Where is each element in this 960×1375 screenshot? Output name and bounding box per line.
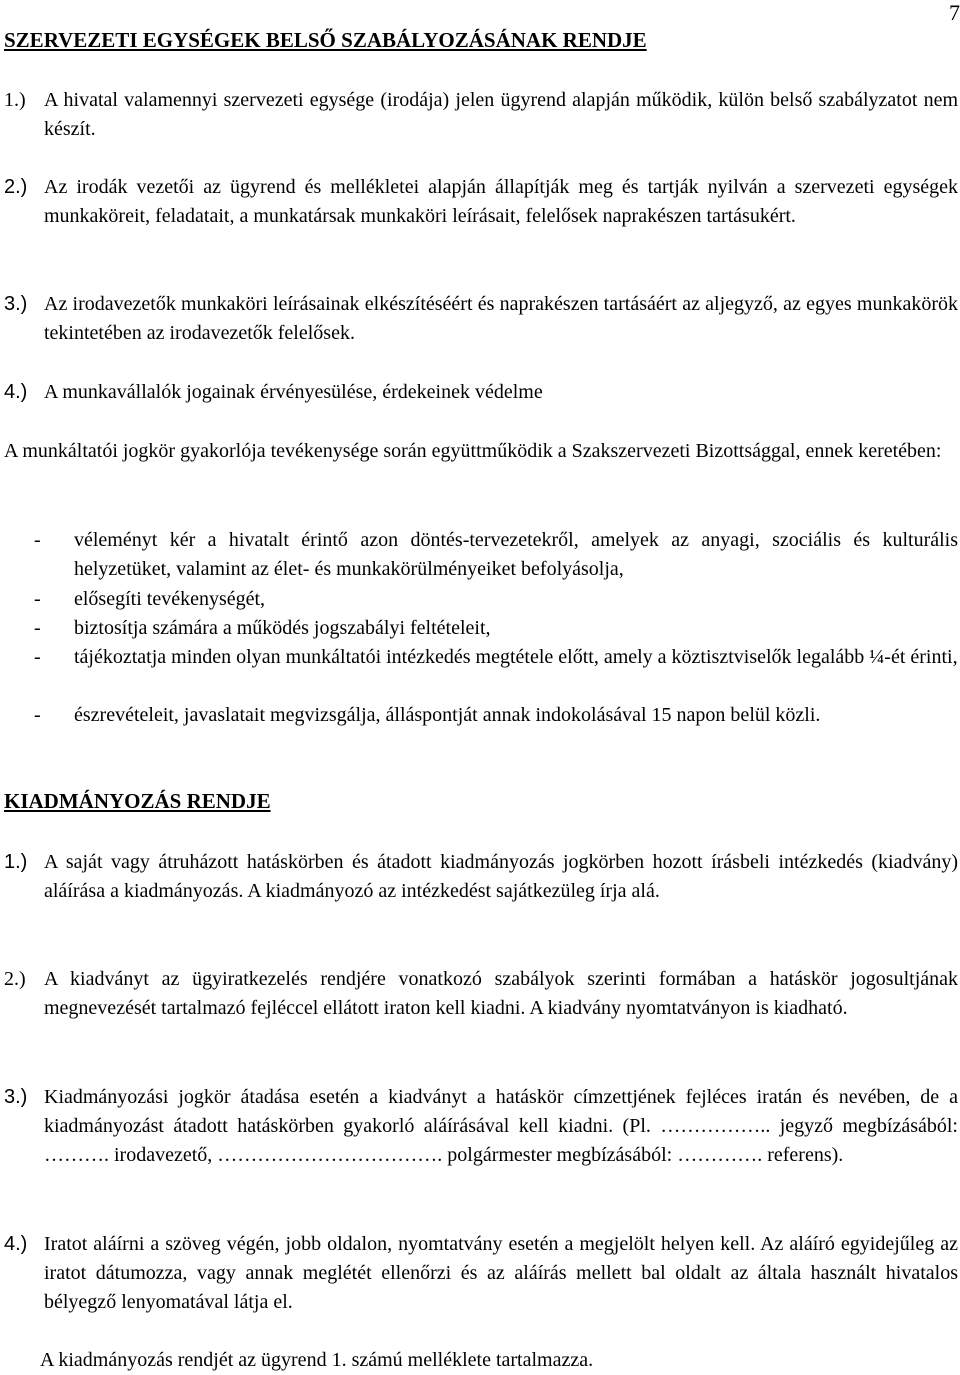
list-item	[4, 86, 958, 144]
dash: -	[34, 529, 41, 551]
item-text: A saját vagy átruházott hatáskörben és átadott kiadmányozás jogkörben hozott írásbeli intézkedés (kiadvány) aláírása a kiadmányozás. A kiadmányozó az intézkedést sajátkezüleg írja alá.	[44, 851, 958, 902]
list-item	[4, 965, 958, 1023]
item-text: Az irodák vezetői az ügyrend és mellékletei alapján állapítják meg és tartják nyilván a szervezeti egységek munkaköreit, feladatait, a munkatársak munkaköri leírásait, felelősek naprakészen tartásukért.	[44, 176, 958, 227]
dash: -	[34, 588, 41, 610]
list-item	[4, 1083, 958, 1170]
bullet-text: tájékoztatja minden olyan munkáltatói intézkedés megtétele előtt, amely a köztisztviselők legalább ¼-ét érinti,	[74, 646, 958, 668]
section-title-signing-order: KIADMÁNYOZÁS RENDJE	[4, 789, 271, 813]
list-item	[4, 290, 958, 348]
bullet-text: biztosítja számára a működés jogszabályi feltételeit,	[74, 617, 491, 639]
list-item	[4, 1230, 958, 1317]
section-title-internal-regulation: SZERVEZETI EGYSÉGEK BELSŐ SZABÁLYOZÁSÁNAK RENDJE	[4, 28, 647, 52]
item-text: Kiadmányozási jogkör átadása esetén a kiadványt a hatáskör címzettjének fejléces iratán és nevében, de a kiadmányozást átadott hatáskörben gyakorló aláírásával kell kiadni. (Pl. …………….. jegyző megbízásából: ………. irodavezető, ……………………………. polgármester megbízásából: …………. referens).	[44, 1086, 958, 1166]
bullet-item	[34, 585, 958, 614]
item-number: 1.)	[4, 851, 28, 873]
item-number: 3.)	[4, 293, 28, 315]
item-number: 4.)	[4, 381, 28, 403]
bullet-item	[34, 526, 958, 584]
bullet-item	[34, 643, 958, 672]
dash: -	[34, 646, 41, 668]
page-number: 7	[949, 0, 960, 25]
item-number: 2.)	[4, 176, 28, 198]
list-item	[4, 848, 958, 906]
item-number: 2.)	[4, 968, 26, 990]
item-number: 4.)	[4, 1233, 28, 1255]
bullet-item	[34, 614, 958, 643]
list-item	[4, 173, 958, 231]
closing-sentence: A kiadmányozás rendjét az ügyrend 1. számú melléklete tartalmazza.	[40, 1349, 594, 1371]
list-item	[4, 378, 958, 407]
item-number: 3.)	[4, 1086, 28, 1108]
item-text: A munkavállalók jogainak érvényesülése, érdekeinek védelme	[44, 381, 543, 403]
paragraph: A munkáltatói jogkör gyakorlója tevékenysége során együttműködik a Szakszervezeti Bizottsággal, ennek keretében:	[4, 440, 942, 462]
dash: -	[34, 617, 41, 639]
bullet-text: észrevételeit, javaslatait megvizsgálja, álláspontját annak indokolásával 15 napon belül közli.	[74, 704, 821, 726]
item-text: A kiadványt az ügyiratkezelés rendjére vonatkozó szabályok szerinti formában a hatáskör jogosultjának megnevezését tartalmazó fejléccel ellátott iraton kell kiadni. A kiadvány nyomtatványon is kiadható.	[44, 968, 958, 1019]
bullet-text: véleményt kér a hivatalt érintő azon döntés-tervezetekről, amelyek az anyagi, szociális és kulturális helyzetüket, valamint az élet- és munkakörülményeiket befolyásolja,	[74, 529, 958, 580]
bullet-item	[34, 701, 958, 730]
bullet-text: elősegíti tevékenységét,	[74, 588, 266, 610]
item-text: Iratot aláírni a szöveg végén, jobb oldalon, nyomtatvány esetén a megjelölt helyen kell. Az aláíró egyidejűleg az iratot dátumozza, vagy annak meglétét ellenőrzi és az aláírás mellett bal oldalt az általa használt hivatalos bélyegző lenyomatával látja el.	[44, 1233, 958, 1313]
item-text: A hivatal valamennyi szervezeti egysége (irodája) jelen ügyrend alapján működik, külön belső szabályzatot nem készít.	[44, 89, 958, 140]
dash: -	[34, 704, 41, 726]
item-number: 1.)	[4, 89, 26, 111]
item-text: Az irodavezetők munkaköri leírásainak elkészítéséért és naprakészen tartásáért az aljegyző, az egyes munkakörök tekintetében az irodavezetők felelősek.	[44, 293, 958, 344]
